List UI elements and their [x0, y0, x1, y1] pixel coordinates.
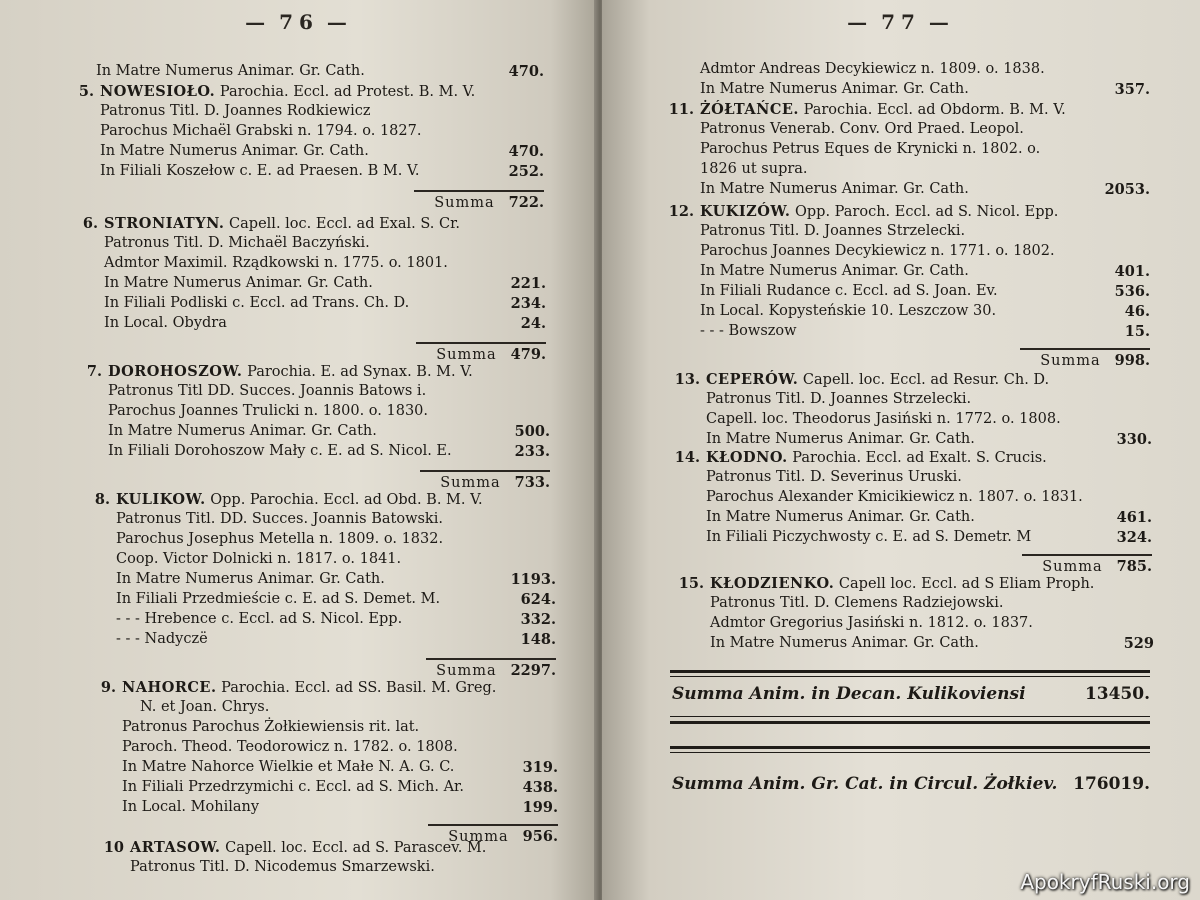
decanate-total-value: 13450.: [1084, 684, 1150, 704]
entry-text-row: [710, 614, 1154, 634]
double-rule-low: [670, 746, 1150, 749]
entry-line: [700, 120, 1150, 140]
entry-text: Patronus Titl. DD. Succes. Joannis Batowski.: [116, 511, 443, 527]
entry-text-row: [108, 382, 550, 402]
soul-count: 1193.: [510, 571, 556, 588]
entry-line: [700, 242, 1150, 262]
entry-text: - - - Hrebence c. Eccl. ad S. Nicol. Epp.: [116, 611, 403, 627]
entry-text: Patronus Venerab. Conv. Ord Praed. Leopol.: [700, 121, 1024, 137]
entry-line: [108, 402, 550, 422]
entry-text: In Matre Nahorce Wielkie et Małe N. A. G. C.: [122, 759, 455, 775]
entry-line: [706, 508, 1152, 528]
soul-count: 624.: [520, 591, 556, 608]
right-page: [602, 0, 1200, 900]
entry-text: Patronus Titl. D. Clemens Radziejowski.: [710, 595, 1004, 611]
entry-text-row: [700, 80, 1150, 100]
entry-text-row: [710, 634, 1154, 654]
entry-text: Patronus Titl. D. Joannes Strzelecki.: [706, 391, 972, 407]
entry-text-row: [104, 214, 546, 235]
entry-text: In Filiali Piczychwosty c. E. ad S. Demetr. M: [706, 529, 1032, 545]
soul-count: 46.: [1124, 303, 1150, 320]
left-page: [0, 0, 598, 900]
entry-line: [706, 488, 1152, 508]
entry-text: 1826 ut supra.: [700, 161, 808, 177]
entry-line: [108, 422, 550, 442]
leader-space: [208, 630, 521, 650]
entry-text-row: [104, 294, 546, 314]
entry-text: [108, 362, 473, 383]
soul-count: 2053.: [1104, 181, 1150, 198]
entry-line: [104, 254, 546, 274]
entry-text: In Local. Kopysteńskie 10. Leszczow 30.: [700, 303, 997, 319]
entry-line: [108, 442, 550, 462]
entry-line: [700, 262, 1150, 282]
entry-text-row: [700, 160, 1150, 180]
entry-description: Parochia. Eccl. ad Obdorm. B. M. V.: [798, 102, 1066, 118]
entry-text: Parochus Joannes Decykiewicz n. 1771. o. 1802.: [700, 243, 1055, 259]
entry-text-row: [100, 82, 544, 103]
double-rule-mid-thin: [670, 716, 1150, 717]
decanate-total: [672, 684, 1150, 704]
soul-count: 234.: [510, 295, 546, 312]
entry-line: [700, 322, 1150, 342]
soul-count: 148.: [520, 631, 556, 648]
entry-text-row: [710, 574, 1154, 595]
entry-text-row: [104, 254, 546, 274]
entry-heading: [94, 490, 556, 511]
soul-count: 470.: [508, 143, 544, 160]
entry-line: [104, 234, 546, 254]
entry-description: Capell. loc. Eccl. ad Exal. S. Cr.: [224, 216, 461, 232]
entry-text: Patronus Titl. D. Michaël Baczyński.: [104, 235, 370, 251]
entry-text: In Local. Obydra: [104, 315, 227, 331]
entry-text: In Matre Numerus Animar. Gr. Cath.: [706, 509, 975, 525]
soul-count: 252.: [508, 163, 544, 180]
entry-text-row: [100, 122, 544, 142]
entry-text: In Filiali Przedmieście c. E. ad S. Demet. M.: [116, 591, 441, 607]
entry-line: [706, 410, 1152, 430]
leader-space: [385, 570, 511, 590]
soul-count: 221.: [510, 275, 546, 292]
leader-space: [420, 162, 509, 182]
entry-number: 14.: [674, 449, 700, 466]
summa-value: 2297.: [510, 662, 556, 679]
double-rule-top: [670, 670, 1150, 673]
entry-line: [104, 314, 546, 334]
entry-text: Patronus Titl. D. Joannes Rodkiewicz: [100, 103, 371, 119]
place-name: ŻÓŁTAŃCE.: [700, 101, 799, 118]
entry-text-row: [122, 738, 558, 758]
entry-text: Parochus Petrus Eques de Krynicki n. 1802. o.: [700, 141, 1041, 157]
entry-heading: [674, 448, 1152, 469]
entry-text: In Matre Numerus Animar. Gr. Cath.: [96, 63, 365, 79]
leader-space: [377, 422, 515, 442]
entry-number: 9.: [100, 679, 116, 696]
entry-text: In Matre Numerus Animar. Gr. Cath.: [104, 275, 373, 291]
summa-label: Summa: [440, 475, 501, 491]
entry-line: [116, 550, 556, 570]
entry-text-row: [108, 442, 550, 462]
entry-text-row: [100, 102, 544, 122]
summa-label: Summa: [1040, 353, 1101, 369]
place-name: DOROHOSZOW.: [108, 363, 243, 380]
entry-line: [116, 610, 556, 630]
leader-space: [227, 314, 521, 334]
summa-label: Summa: [1042, 559, 1103, 575]
entry-text: Coop. Victor Dolnicki n. 1817. o. 1841.: [116, 551, 402, 567]
entry-text: Parochus Joannes Trulicki n. 1800. o. 1830.: [108, 403, 429, 419]
entry-line: [122, 758, 558, 778]
entry-text: In Matre Numerus Animar. Gr. Cath.: [116, 571, 385, 587]
entry-text: [130, 838, 486, 859]
place-name: KULIKOW.: [116, 491, 206, 508]
entry-text-row: [706, 528, 1152, 548]
entry-text-row: [116, 490, 556, 511]
leader-space: [969, 80, 1115, 100]
summa-label: Summa: [448, 829, 509, 845]
entry-text: Admtor Maximil. Rządkowski n. 1775. o. 1801.: [104, 255, 448, 271]
entry-text-row: [100, 162, 544, 182]
entry-description: Parochia. Eccl. ad Exalt. S. Crucis.: [787, 450, 1047, 466]
soul-count: 500.: [514, 423, 550, 440]
summa-label: Summa: [436, 347, 497, 363]
place-name: KŁODNO.: [706, 449, 788, 466]
entry-line: [700, 80, 1150, 100]
entry-number: 12.: [668, 203, 694, 220]
watermark: ApokryfRuski.org: [1020, 870, 1190, 894]
leader-space: [979, 634, 1124, 654]
right-page-number: — 77 —: [602, 10, 1200, 34]
entry-line: [122, 718, 558, 738]
entry-number: 10: [103, 839, 124, 856]
entry-text: In Filiali Przedrzymichi c. Eccl. ad S. Mich. Ar.: [122, 779, 464, 795]
entry-text: In Filiali Rudance c. Eccl. ad S. Joan. Ev.: [700, 283, 998, 299]
entry-text-row: [130, 838, 560, 859]
entry-text: In Matre Numerus Animar. Gr. Cath.: [700, 81, 969, 97]
entry-heading: [668, 202, 1150, 223]
entry-text: Parochus Josephus Metella n. 1809. o. 1832.: [116, 531, 444, 547]
summa-value: 722.: [508, 194, 544, 211]
leader-space: [409, 294, 510, 314]
soul-count: 470.: [508, 63, 544, 80]
leader-space: [797, 322, 1125, 342]
double-rule-low-thin: [670, 752, 1150, 753]
entry-text-row: [116, 510, 556, 530]
entry-text: In Filiali Koszełow c. E. ad Praesen. B M. V.: [100, 163, 420, 179]
entry-line: [116, 630, 556, 650]
entry-text: [122, 678, 496, 699]
entry-heading: [674, 370, 1152, 391]
entry-text-row: [104, 234, 546, 254]
soul-count: 330.: [1116, 431, 1152, 448]
entry-text-row: [116, 630, 556, 650]
entry-text: Paroch. Theod. Teodorowicz n. 1782. o. 1808.: [122, 739, 458, 755]
entry-text-row: [700, 180, 1150, 200]
entry-line: [100, 102, 544, 122]
entry-text: [100, 82, 475, 103]
entry-text-row: [108, 402, 550, 422]
leader-space: [1031, 528, 1116, 548]
leader-space: [454, 758, 522, 778]
leader-space: [464, 778, 523, 798]
entry-line: [700, 160, 1150, 180]
entry-text: Admtor Andreas Decykiewicz n. 1809. o. 1838.: [700, 61, 1045, 77]
leader-space: [259, 798, 523, 818]
entry-text-row: [700, 302, 1150, 322]
entry-text-row: [706, 430, 1152, 450]
entry-description: Capell loc. Eccl. ad S Eliam Proph.: [834, 576, 1095, 592]
entry-line: [116, 530, 556, 550]
entry-line: [104, 294, 546, 314]
summa-row: [414, 190, 544, 214]
leader-space: [975, 430, 1117, 450]
entry-text: [104, 214, 460, 235]
soul-count: 529: [1123, 635, 1154, 652]
entry-line: [700, 282, 1150, 302]
entry-text: [700, 202, 1058, 223]
soul-count: 324.: [1116, 529, 1152, 546]
entry-text-row: [706, 448, 1152, 469]
soul-count: 319.: [522, 759, 558, 776]
entry-text-row: [700, 282, 1150, 302]
left-page-number: — 76 —: [0, 10, 598, 34]
entry-text-row: [700, 60, 1150, 80]
decanate-total-label: Summa Anim. in Decan. Kulikoviensi: [672, 684, 1026, 704]
circle-total: [672, 774, 1150, 794]
entry-description: Opp. Parochia. Eccl. ad Obd. B. M. V.: [205, 492, 483, 508]
entry-text: Admtor Gregorius Jasiński n. 1812. o. 1837.: [710, 615, 1033, 631]
entry-line: [700, 302, 1150, 322]
summa-value: 785.: [1116, 558, 1152, 575]
entry-text-row: [700, 140, 1150, 160]
entry-heading: [86, 362, 550, 383]
entry-heading: [103, 838, 560, 859]
entry-line: [700, 180, 1150, 200]
entry-number: 7.: [86, 363, 102, 380]
summa-value: 479.: [510, 346, 546, 363]
leader-space: [369, 142, 509, 162]
entry-text-row: [706, 370, 1152, 391]
entry-line: [700, 140, 1150, 160]
entry-heading: [100, 678, 558, 699]
entry-text-row: [706, 488, 1152, 508]
circle-total-value: 176019.: [1073, 774, 1150, 794]
entry-text: [706, 448, 1047, 469]
entry-line: [100, 162, 544, 182]
place-name: KŁODZIENKO.: [710, 575, 835, 592]
entry-text: Patronus Parochus Żołkiewiensis rit. lat.: [122, 719, 420, 735]
entry-text: In Filiali Podliski c. Eccl. ad Trans. Ch. D.: [104, 295, 410, 311]
entry-description: Parochia. Eccl. ad SS. Basil. M. Greg.: [216, 680, 497, 696]
entry-line: [100, 122, 544, 142]
entry-text-row: [140, 698, 558, 718]
entry-heading: [678, 574, 1154, 595]
entry-text: Capell. loc. Theodorus Jasiński n. 1772. o. 1808.: [706, 411, 1061, 427]
entry-text-row: [108, 422, 550, 442]
place-name: STRONIATYN.: [104, 215, 225, 232]
leader-space: [996, 302, 1125, 322]
leader-space: [969, 262, 1115, 282]
entry-text: - - - Nadyczë: [116, 631, 208, 647]
leader-space: [402, 610, 520, 630]
entry-description: Capell. loc. Eccl. ad S. Parascev. M.: [220, 840, 487, 856]
soul-count: 332.: [520, 611, 556, 628]
entry-text-row: [122, 718, 558, 738]
entry-text-row: [700, 100, 1150, 121]
entry-text: [710, 574, 1094, 595]
entry-number: 6.: [82, 215, 98, 232]
leader-space: [440, 590, 521, 610]
entry-text-row: [700, 262, 1150, 282]
entry-text-row: [706, 468, 1152, 488]
entry-text-row: [104, 314, 546, 334]
circle-total-label: Summa Anim. Gr. Cat. in Circul. Żołkiev.: [672, 774, 1058, 794]
soul-count: 401.: [1114, 263, 1150, 280]
entry-text: In Matre Numerus Animar. Gr. Cath.: [706, 431, 975, 447]
soul-count: 461.: [1116, 509, 1152, 526]
entry-text-row: [122, 758, 558, 778]
entry-text-row: [130, 858, 560, 878]
entry-text-row: [122, 778, 558, 798]
entry-text: In Matre Numerus Animar. Gr. Cath.: [700, 263, 969, 279]
entry-description: Parochia. Eccl. ad Protest. B. M. V.: [215, 84, 476, 100]
entry-heading: [78, 82, 544, 103]
entry-text: - - - Bowszow: [700, 323, 797, 339]
entry-number: 8.: [94, 491, 110, 508]
summa-label: Summa: [434, 195, 495, 211]
entry-line: [706, 468, 1152, 488]
entry-text: Parochus Michaël Grabski n. 1794. o. 1827.: [100, 123, 422, 139]
soul-count: 233.: [514, 443, 550, 460]
summa-row: [1020, 348, 1150, 372]
summa-label: Summa: [436, 663, 497, 679]
entry-line: [122, 738, 558, 758]
entry-text-row: [700, 202, 1150, 223]
entry-heading: [668, 100, 1150, 121]
entry-text-row: [700, 222, 1150, 242]
entry-line: [710, 594, 1154, 614]
leader-space: [975, 508, 1117, 528]
entry-number: 11.: [668, 101, 694, 118]
leader-space: [365, 62, 509, 82]
entry-line: [706, 430, 1152, 450]
leader-space: [373, 274, 511, 294]
entry-text-row: [700, 120, 1150, 140]
entry-text: Patronus Titl. D. Joannes Strzelecki.: [700, 223, 966, 239]
summa-value: 956.: [522, 828, 558, 845]
entry-text: [706, 370, 1049, 391]
entry-description: Capell. loc. Eccl. ad Resur. Ch. D.: [798, 372, 1050, 388]
place-name: KUKIZÓW.: [700, 203, 791, 220]
entry-text-row: [706, 508, 1152, 528]
entry-text-row: [96, 62, 544, 82]
entry-number: 15.: [678, 575, 704, 592]
entry-line: [122, 778, 558, 798]
place-name: NAHORCE.: [122, 679, 217, 696]
place-name: NOWESIOŁO.: [100, 83, 216, 100]
entry-description: Opp. Paroch. Eccl. ad S. Nicol. Epp.: [790, 204, 1059, 220]
soul-count: 357.: [1114, 81, 1150, 98]
entry-line: [706, 528, 1152, 548]
entry-line: [108, 382, 550, 402]
entry-text: Patronus Titl. D. Nicodemus Smarzewski.: [130, 859, 435, 875]
entry-text: In Local. Mohilany: [122, 799, 260, 815]
entry-line: [710, 614, 1154, 634]
leader-space: [969, 180, 1105, 200]
entry-text-row: [116, 550, 556, 570]
place-name: CEPERÓW.: [706, 371, 799, 388]
entry-text-row: [116, 570, 556, 590]
entry-text: Patronus Titl. D. Severinus Uruski.: [706, 469, 962, 485]
entry-number: 5.: [78, 83, 94, 100]
double-rule-mid: [670, 721, 1150, 724]
entry-text: [116, 490, 483, 511]
summa-value: 733.: [514, 474, 550, 491]
entry-text-row: [100, 142, 544, 162]
entry-line: [710, 634, 1154, 654]
soul-count: 438.: [522, 779, 558, 796]
entry-line: [122, 798, 558, 818]
leader-space: [452, 442, 515, 462]
entry-line: [116, 570, 556, 590]
entry-text-row: [122, 798, 558, 818]
soul-count: 24.: [520, 315, 546, 332]
entry-text: In Filiali Dorohoszow Mały c. E. ad S. Nicol. E.: [108, 443, 452, 459]
entry-line: [116, 590, 556, 610]
entry-line: [104, 274, 546, 294]
entry-text-row: [104, 274, 546, 294]
entry-line: [96, 62, 544, 82]
soul-count: 15.: [1124, 323, 1150, 340]
entry-text: In Matre Numerus Animar. Gr. Cath.: [108, 423, 377, 439]
entry-line: [116, 510, 556, 530]
entry-text: In Matre Numerus Animar. Gr. Cath.: [710, 635, 979, 651]
entry-text: Patronus Titl DD. Succes. Joannis Batows i.: [108, 383, 427, 399]
entry-text-row: [108, 362, 550, 383]
entry-line: [700, 60, 1150, 80]
entry-text-row: [700, 242, 1150, 262]
entry-text: In Matre Numerus Animar. Gr. Cath.: [700, 181, 969, 197]
entry-description: Parochia. E. ad Synax. B. M. V.: [242, 364, 473, 380]
entry-text-row: [116, 610, 556, 630]
soul-count: 199.: [522, 799, 558, 816]
double-rule-top-thin: [670, 676, 1150, 677]
entry-text-row: [706, 410, 1152, 430]
entry-line: [130, 858, 560, 878]
entry-text: [700, 100, 1066, 121]
entry-text-row: [700, 322, 1150, 342]
entry-line: [700, 222, 1150, 242]
entry-text: N. et Joan. Chrys.: [140, 699, 270, 715]
summa-value: 998.: [1114, 352, 1150, 369]
place-name: ARTASOW.: [130, 839, 221, 856]
entry-text-row: [116, 590, 556, 610]
entry-text-row: [710, 594, 1154, 614]
entry-line: [706, 390, 1152, 410]
entry-line: [140, 698, 558, 718]
entry-number: 13.: [674, 371, 700, 388]
entry-heading: [82, 214, 546, 235]
entry-text: Parochus Alexander Kmicikiewicz n. 1807. o. 1831.: [706, 489, 1083, 505]
entry-text-row: [706, 390, 1152, 410]
soul-count: 536.: [1114, 283, 1150, 300]
entry-text: In Matre Numerus Animar. Gr. Cath.: [100, 143, 369, 159]
entry-line: [100, 142, 544, 162]
entry-text-row: [122, 678, 558, 699]
leader-space: [998, 282, 1115, 302]
entry-text-row: [116, 530, 556, 550]
